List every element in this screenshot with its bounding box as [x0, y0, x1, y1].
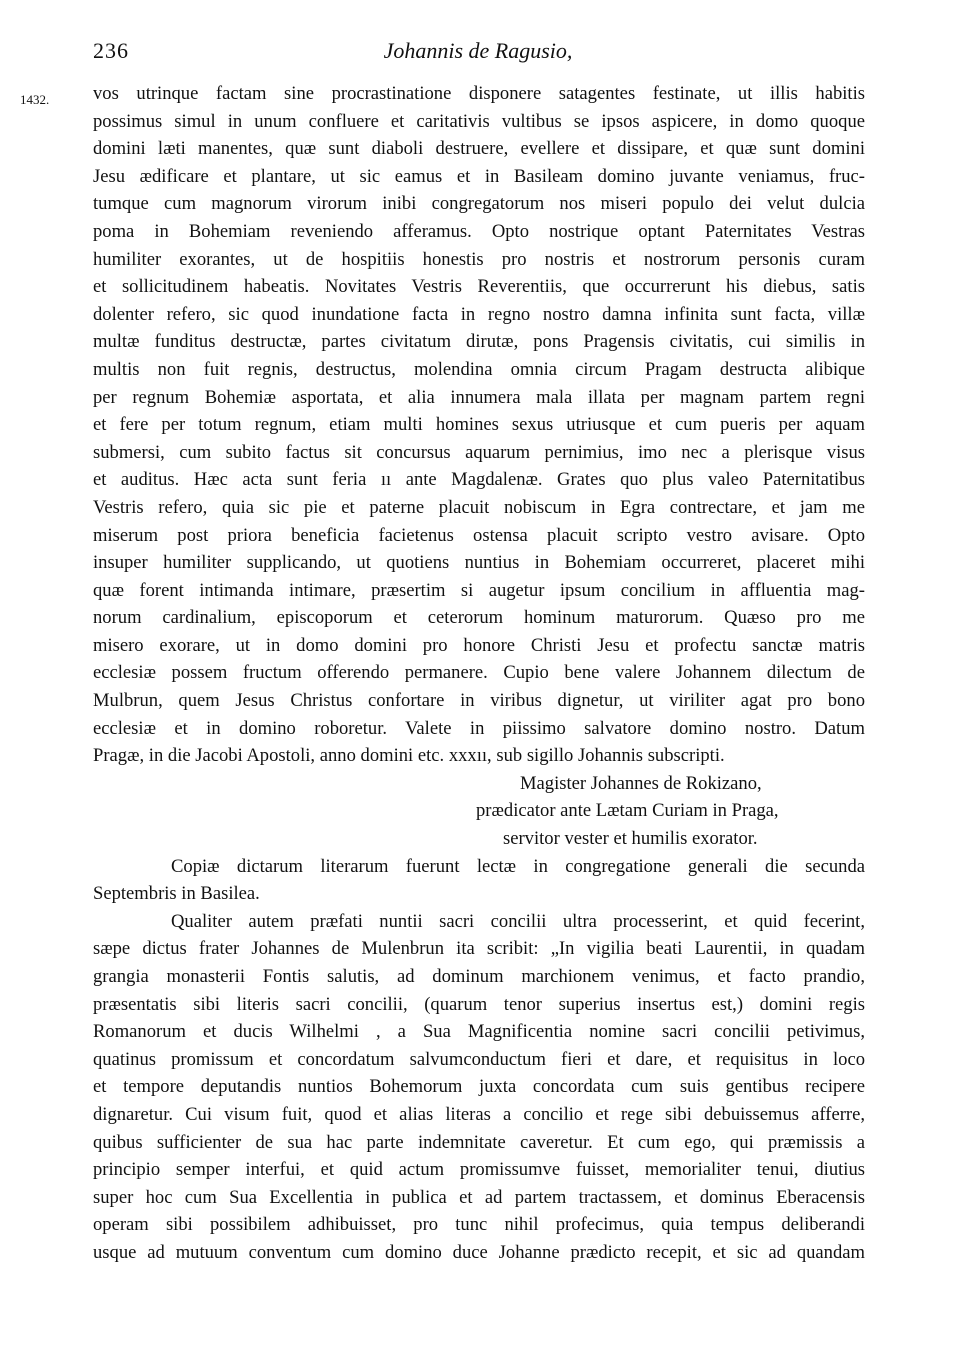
paragraph-line: dignaretur. Cui visum fuit, quod et alias literas a concilio et rege sibi debuissemus afferre,	[93, 1103, 865, 1125]
text-line: ecclesiæ et in domino roboretur. Valete in piissimo salvatore domino nostro. Datum	[93, 717, 865, 739]
paragraph-line: et tempore deputandis nuntios Bohemorum juxta concordata cum suis gentibus recipere	[93, 1076, 865, 1098]
signature-line: servitor vester et humilis exorator.	[503, 828, 758, 850]
signature-line: prædicator ante Lætam Curiam in Praga,	[476, 800, 779, 822]
text-line: ecclesiæ possem fructum offerendo permanere. Cupio bene valere Johannem dilectum de	[93, 662, 865, 684]
page-number: 236	[93, 38, 129, 63]
paragraph-line: usque ad mutuum conventum cum domino duce Johanne prædicto recepit, et sic ad quandam	[93, 1241, 865, 1263]
text-line: Vestris refero, quia sic pie et paterne placuit nobiscum in Egra contrectare, et jam me	[93, 496, 865, 518]
paragraph-line: Qualiter autem præfati nuntii sacri concilii ultra processerint, et quid fecerint,	[171, 910, 865, 932]
text-line: multæ funditus destructæ, partes civitatum dirutæ, pons Pragensis civitatis, cui similis in	[93, 331, 865, 353]
text-line: multis non fuit regnis, destructus, molendina omnia circum Pragam destructa alibique	[93, 358, 865, 380]
text-line: et sollicitudinem habeatis. Novitates Vestris Reverentiis, que occurrerunt his diebus, satis	[93, 276, 865, 298]
text-line: vos utrinque factam sine procrastinatione disponere satagentes festinate, ut illis habitis	[93, 83, 865, 104]
paragraph-line: quibus sufficienter de sua hac parte indemnitate caveretur. Et cum ego, qui præmissis a	[93, 1131, 865, 1153]
text-line: norum cardinalium, episcoporum et ceterorum hominum maturorum. Quæso pro me	[93, 607, 865, 629]
text-line: domini læti manentes, quæ sunt diaboli destruere, evellere et dissipare, et quæ sunt domini	[93, 138, 865, 160]
text-line: possimus simul in unum confluere et caritativis vultibus se ipsos aspicere, in domo quoque	[93, 110, 865, 132]
paragraph-line: operam sibi possibilem adhibuisset, pro tunc nihil profecimus, quia tempus deliberandi	[93, 1214, 865, 1236]
running-head: Johannis de Ragusio,	[383, 38, 573, 63]
text-line: miserum post priora beneficia facietenus ostensa placuit scripto vestro avisare. Opto	[93, 524, 865, 546]
text-line: Jesu ædificare et plantare, ut sic eamus et in Basileam domino juvante veniamus, fruc-	[93, 165, 865, 187]
text-line: tumque cum magnorum virorum inibi congregatorum nos miseri populo dei velut dulcia	[93, 193, 865, 215]
paragraph-line: sæpe dictus frater Johannes de Mulenbrun ita scribit: „In vigilia beati Laurentii, in quadam	[93, 938, 865, 960]
text-line: poma in Bohemiam reveniendo afferamus. Opto nostrique optant Paternitates Vestras	[93, 220, 865, 242]
paragraph-line: super hoc cum Sua Excellentia in publica et ad partem tractassem, et dominus Eberacensis	[93, 1186, 865, 1208]
text-line: et fere per totum regnum, etiam multi homines sexus utriusque et cum pueris per aquam	[93, 414, 865, 436]
text-line: humiliter exorantes, ut de hospitiis honestis pro nostris et nostrorum personis curam	[93, 248, 865, 270]
paragraph-line: Septembris in Basilea.	[93, 883, 260, 905]
text-line: quæ forent intimanda intimare, præsertim si augetur ipsum concilium in affluentia mag-	[93, 579, 865, 601]
paragraph-line: Romanorum et ducis Wilhelmi , a Sua Magnificentia nomine sacri concilii petivimus,	[93, 1021, 865, 1043]
paragraph-line: Copiæ dictarum literarum fuerunt lectæ in congregatione generali die secunda	[171, 855, 865, 877]
text-line: per regnum Bohemiæ asportata, et alia innumera mala illata per magnam partem regni	[93, 386, 865, 408]
text-line: misero exorare, ut in domo domini pro honore Christi Jesu et profectu sanctæ matris	[93, 634, 865, 656]
margin-year-note: 1432.	[20, 92, 50, 107]
text-line: Mulbrun, quem Jesus Christus confortare in viribus dignetur, ut viriliter agat pro bono	[93, 690, 865, 712]
text-line: submersi, cum subito factus sit concursus aquarum pernimius, imo nec a plerisque visus	[93, 441, 865, 463]
text-line: dolenter refero, sic quod inundatione facta in regno nostro damna infinita sunt facta, villæ	[93, 303, 865, 325]
signature-line: Magister Johannes de Rokizano,	[520, 772, 762, 794]
paragraph-line: præsentatis sibi literis sacri concilii, (quarum tenor superius insertus est,) domini regis	[93, 993, 865, 1015]
text-line: insuper humiliter supplicando, ut quotiens nuntius in Bohemiam occurreret, placeret mihi	[93, 552, 865, 574]
page-header	[93, 38, 863, 68]
paragraph-line: principio semper interfui, et quid actum promissumve fuisset, memorialiter tenui, diutius	[93, 1159, 865, 1181]
body-text	[93, 80, 865, 1267]
text-line: Pragæ, in die Jacobi Apostoli, anno domini etc. xxxıı, sub sigillo Johannis subscripti.	[93, 745, 725, 767]
text-line: et auditus. Hæc acta sunt feria ıı ante Magdalenæ. Grates quo plus valeo Paternitatibus	[93, 469, 865, 491]
paragraph-line: grangia monasterii Fontis salutis, ad dominum marchionem venimus, et facto prandio,	[93, 966, 865, 987]
paragraph-line: quatinus promissum et concordatum salvumconductum fieri et dare, et requisitus in loco	[93, 1048, 865, 1070]
